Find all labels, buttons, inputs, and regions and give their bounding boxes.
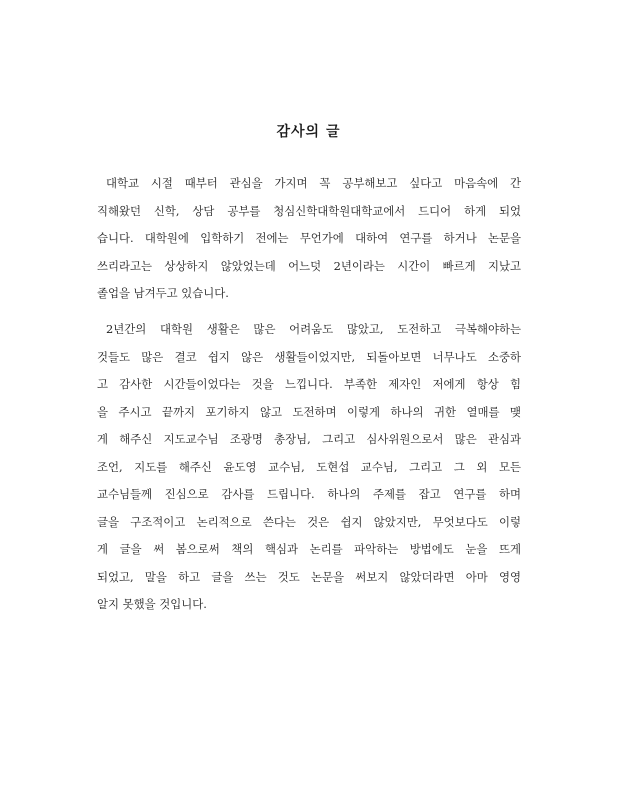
paragraph-2 [97,316,521,619]
paragraph-1 [97,170,521,308]
paragraph-line: 알지 못했을 것입니다. [97,597,207,611]
paragraph-line: 습니다. 대학원에 입학하기 전에는 무언가에 대하여 연구를 하거나 논문을 [97,231,521,245]
paragraph-line: 조언, 지도를 해주신 윤도영 교수님, 도현섭 교수님, 그리고 그 외 모든 [97,459,521,474]
paragraph-line: 고 감사한 시간들이었다는 것을 느낍니다. 부족한 제자인 저에게 항상 힘 [97,377,521,391]
paragraph-line: 되었고, 말을 하고 글을 쓰는 것도 논문을 써보지 않았더라면 아마 영영 [97,569,521,584]
paragraph-line: 게 해주신 지도교수님 조광명 총장님, 그리고 심사위원으로서 많은 관심과 [97,432,521,446]
paragraph-line: 교수님들께 진심으로 감사를 드립니다. 하나의 주제를 잡고 연구를 하며 [97,487,521,501]
paragraph-line: 쓰리라고는 상상하지 않았었는데 어느덧 2년이라는 시간이 빠르게 지났고 [97,258,521,273]
paragraph-line: 게 글을 써 봄으로써 책의 핵심과 논리를 파악하는 방법에도 눈을 뜨게 [97,542,521,556]
paragraph-line: 직해왔던 신학, 상담 공부를 청심신학대학원대학교에서 드디어 하게 되었 [97,203,521,218]
paragraph-line: 것들도 많은 결코 쉽지 않은 생활들이었지만, 되돌아보면 너무나도 소중하 [97,349,521,364]
paragraph-line: 졸업을 남겨두고 있습니다. [97,286,229,300]
paragraph-line: 2년간의 대학원 생활은 많은 어려움도 많았고, 도전하고 극복해야하는 [106,322,521,336]
paragraph-line: 을 주시고 끝까지 포기하지 않고 도전하며 이렇게 하나의 귀한 열매를 맺 [97,404,521,419]
paragraph-line: 대학교 시절 때부터 관심을 가지며 꼭 공부해보고 싶다고 마음속에 간 [106,176,521,190]
page-title: 감사의 글 [276,124,341,140]
paragraph-line: 글을 구조적이고 논리적으로 쓴다는 것은 쉽지 않았지만, 무엇보다도 이렇 [97,514,521,529]
